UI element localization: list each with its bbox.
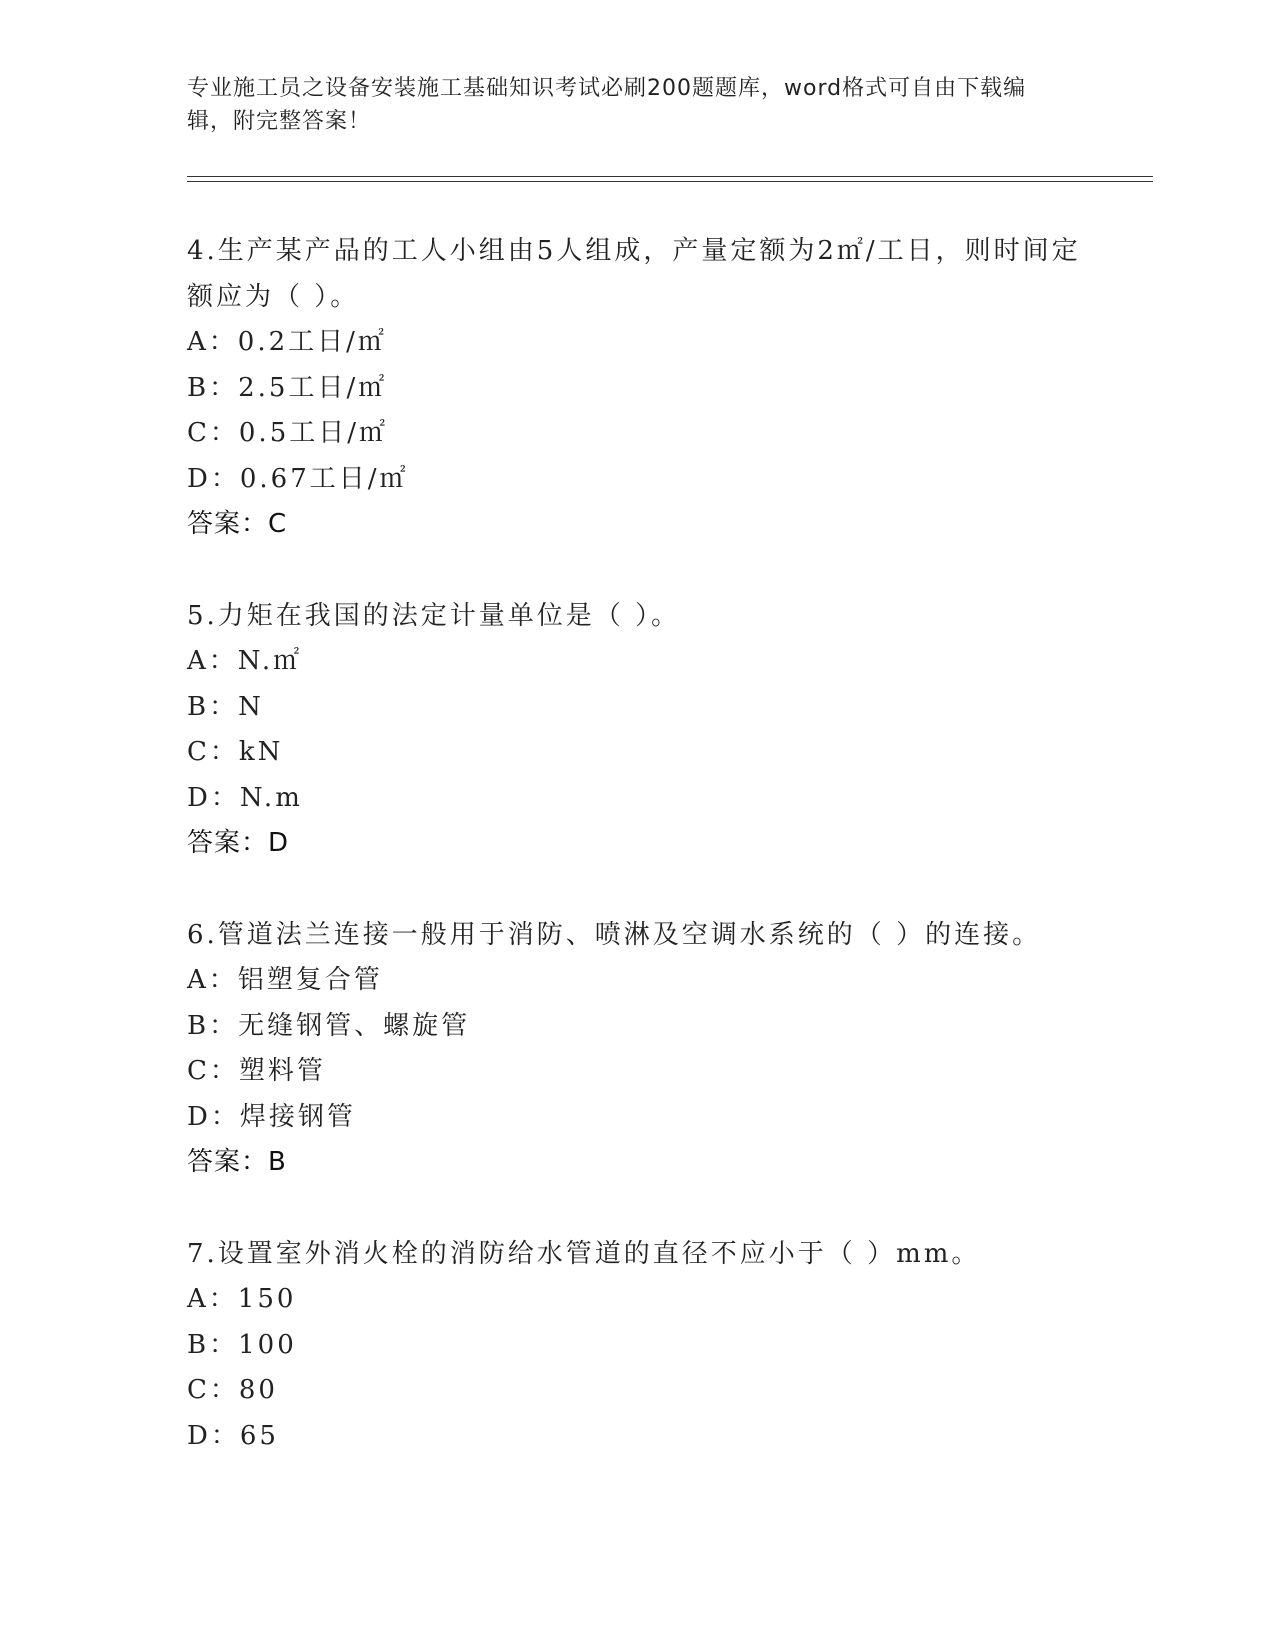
header-divider-bottom	[187, 181, 1153, 182]
answer-key: 答案：C	[187, 509, 288, 539]
question-stem: 7.设置室外消火栓的消防给水管道的直径不应小于（ ）mm。	[187, 1238, 981, 1269]
answer-key: 答案：D	[187, 828, 290, 858]
option-b: B：无缝钢管、螺旋管	[187, 1010, 471, 1041]
option-a: A：0.2工日/㎡	[187, 327, 387, 357]
option-c: C：0.5工日/㎡	[187, 418, 389, 448]
option-c: C：kN	[187, 737, 284, 767]
option-b: B：N	[187, 691, 264, 722]
option-a: A：N.㎡	[187, 646, 303, 676]
option-d: D：焊接钢管	[187, 1101, 356, 1132]
option-c: C：塑料管	[187, 1056, 326, 1086]
question-list	[187, 229, 1087, 1505]
option-b: B：100	[187, 1329, 297, 1360]
question-6	[187, 913, 1087, 1186]
header-divider-top	[187, 176, 1153, 177]
question-5	[187, 594, 1087, 867]
question-stem: 4.生产某产品的工人小组由5人组成，产量定额为2㎡/工日，则时间定额应为（ ）。	[187, 236, 1081, 312]
question-4	[187, 229, 1087, 548]
header-title: 专业施工员之设备安装施工基础知识考试必刷200题题库，word格式可自由下载编辑，附完整答案！	[187, 76, 1027, 134]
document-header	[187, 72, 1067, 138]
answer-key: 答案：B	[187, 1147, 287, 1177]
question-stem: 5.力矩在我国的法定计量单位是（ ）。	[187, 600, 681, 631]
option-d: D：0.67工日/㎡	[187, 463, 409, 494]
option-a: A：150	[187, 1284, 297, 1314]
question-7	[187, 1232, 1087, 1460]
option-d: D：N.m	[187, 782, 303, 813]
option-c: C：80	[187, 1375, 278, 1405]
option-a: A：铝塑复合管	[187, 965, 383, 995]
question-stem: 6.管道法兰连接一般用于消防、喷淋及空调水系统的（ ）的连接。	[187, 919, 1042, 950]
option-d: D：65	[187, 1420, 279, 1451]
option-b: B：2.5工日/㎡	[187, 372, 388, 403]
